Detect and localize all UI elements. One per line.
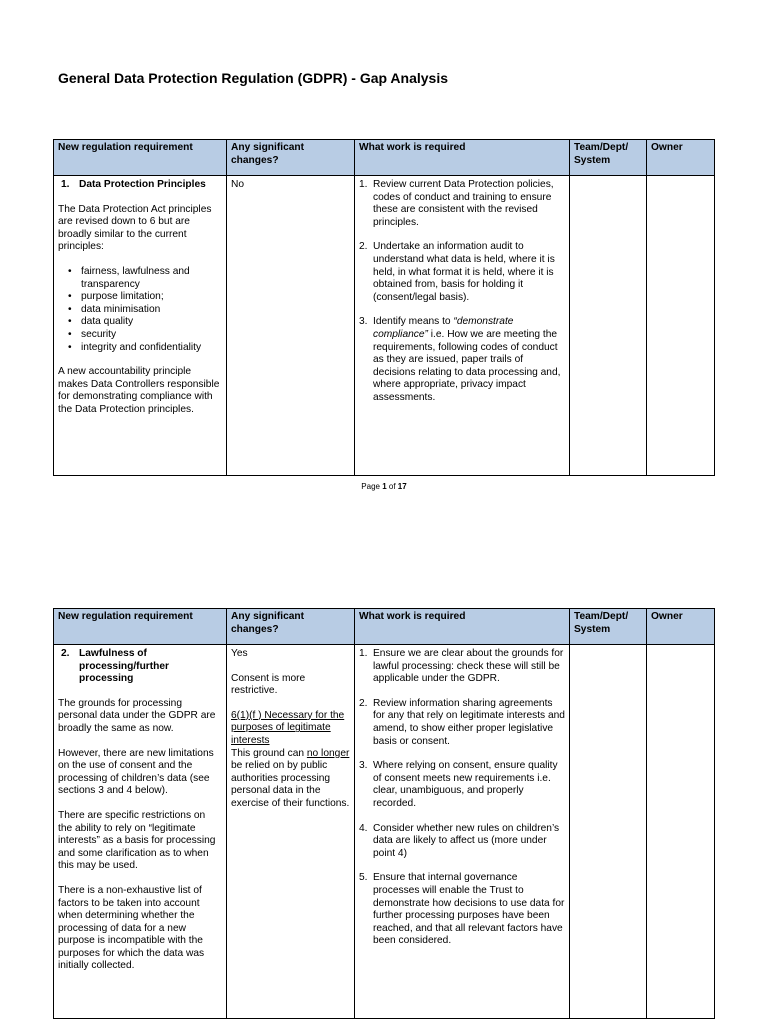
table-header-row	[54, 140, 715, 176]
requirement-title-text: Lawfulness of processing/further processing	[79, 648, 170, 685]
header-team: Team/Dept/ System	[570, 140, 647, 176]
gap-analysis-table-2	[53, 608, 715, 1019]
document-title: General Data Protection Regulation (GDPR) - Gap Analysis	[58, 70, 448, 86]
work-item-number: 4.	[359, 822, 368, 834]
header-requirement: New regulation requirement	[54, 140, 227, 176]
changes-answer: Yes	[231, 648, 248, 659]
work-item	[359, 760, 565, 810]
requirement-title	[58, 648, 222, 686]
header-changes: Any significant changes?	[227, 140, 355, 176]
page-footer	[0, 482, 768, 491]
requirement-number: 2.	[61, 648, 70, 659]
team-cell	[570, 645, 647, 1019]
footer-current-page: 1	[382, 482, 387, 491]
work-item	[359, 179, 565, 229]
work-item-text: Ensure we are clear about the grounds for lawful processing: check these will still be applicable under the GDPR.	[373, 648, 564, 685]
work-item	[359, 316, 565, 404]
requirement-cell	[54, 645, 227, 1019]
requirement-intro: The Data Protection Act principles are revised down to 6 but are broadly similar to the current principles:	[58, 203, 212, 253]
work-item-number: 5.	[359, 872, 368, 884]
footer-page-label: Page	[361, 482, 380, 491]
header-owner: Owner	[647, 140, 715, 176]
work-item-text-post: i.e. How we are meeting the requirements, following codes of conduct as they are issued, paper trails of decisions relating to data processing and, where appropriate, privacy impact assessments.	[373, 328, 561, 403]
header-requirement: New regulation requirement	[54, 609, 227, 645]
ground-text-post: be relied on by public authorities processing personal data in the exercise of their functions.	[231, 760, 350, 809]
list-item: • integrity and confidentiality	[81, 342, 222, 355]
work-cell	[355, 176, 570, 476]
work-item-text-pre: Identify means to	[373, 316, 454, 328]
changes-cell: No	[227, 176, 355, 476]
changes-cell	[227, 645, 355, 1019]
header-work: What work is required	[355, 609, 570, 645]
footer-total-pages: 17	[397, 482, 407, 491]
work-cell	[355, 645, 570, 1019]
list-item: • data quality	[81, 316, 222, 329]
work-item-number: 2.	[359, 697, 368, 709]
article-reference: 6(1)(f ) Necessary for the purposes of legitimate interests	[231, 709, 345, 746]
header-owner: Owner	[647, 609, 715, 645]
changes-consent-note: Consent is more restrictive.	[231, 672, 306, 697]
work-item-number: 2.	[359, 241, 368, 253]
header-team: Team/Dept/ System	[570, 609, 647, 645]
owner-cell	[647, 176, 715, 476]
work-list	[359, 648, 565, 948]
work-item-emphasis: “demonstrate compliance”	[373, 316, 514, 340]
requirement-number: 1.	[61, 179, 70, 190]
work-item-text: Ensure that internal governance processes will enable the Trust to demonstrate how decisions to use data for further processing purposes have been reached, and that all relevant factors have been considered.	[373, 872, 565, 947]
table-row	[54, 176, 715, 476]
work-list	[359, 179, 565, 405]
list-item: • data minimisation	[81, 304, 222, 317]
gap-analysis-table-1	[53, 139, 715, 476]
work-item-text: Where relying on consent, ensure quality of consent meets new requirements i.e. clear, unambiguous, and properly recorded.	[373, 760, 558, 809]
work-item-text: Review information sharing agreements for any that rely on legitimate interests and amend, to show either proper legislative basis or consent.	[373, 697, 565, 747]
work-item-number: 3.	[359, 316, 368, 328]
work-item-number: 1.	[359, 179, 368, 190]
work-item-text: Consider whether new rules on children’s data are likely to affect us (more under point 4)	[373, 822, 560, 859]
list-item: • security	[81, 329, 222, 342]
requirement-title	[58, 179, 222, 192]
requirement-paragraph: There are specific restrictions on the ability to rely on “legitimate interests” as a basis for processing and some clarification as to when this may be used.	[58, 809, 216, 872]
work-item	[359, 872, 565, 948]
ground-text-underlined: no longer	[306, 747, 350, 759]
owner-cell	[647, 645, 715, 1019]
work-item	[359, 241, 565, 304]
work-item-number: 1.	[359, 648, 368, 659]
footer-of-label: of	[388, 482, 396, 491]
work-item-number: 3.	[359, 760, 368, 772]
work-item	[359, 823, 565, 861]
list-item: • purpose limitation;	[81, 291, 222, 304]
table-header-row	[54, 609, 715, 645]
principles-list	[58, 266, 222, 354]
requirement-cell	[54, 176, 227, 476]
requirement-title-text: Data Protection Principles	[79, 179, 206, 190]
requirement-paragraph: There is a non-exhaustive list of factors to be taken into account when determining whether the processing of data for a new purpose is incompatible with the purposes for which the data was initially collected.	[58, 884, 205, 972]
team-cell	[570, 176, 647, 476]
table-row	[54, 645, 715, 1019]
work-item-text: Undertake an information audit to understand what data is held, where it is held, in what format it is held, where it is obtained from, basis for holding it (consent/legal basis).	[373, 241, 555, 303]
ground-text-pre: This ground can	[231, 747, 307, 759]
work-item-text	[373, 316, 565, 404]
work-item-text: Review current Data Protection policies, codes of conduct and training to ensure these are consistent with the revised principles.	[373, 179, 554, 228]
requirement-outro: A new accountability principle makes Data Controllers responsible for demonstrating compliance with the Data Protection principles.	[58, 366, 220, 415]
changes-article	[231, 710, 350, 811]
header-work: What work is required	[355, 140, 570, 176]
header-changes: Any significant changes?	[227, 609, 355, 645]
requirement-paragraph: However, there are new limitations on the use of consent and the processing of children’s data (see sections 3 and 4 below).	[58, 747, 214, 797]
work-item	[359, 698, 565, 748]
work-item	[359, 648, 565, 686]
list-item: • fairness, lawfulness and transparency	[81, 266, 222, 291]
requirement-paragraph: The grounds for processing personal data under the GDPR are broadly the same as now.	[58, 697, 216, 734]
